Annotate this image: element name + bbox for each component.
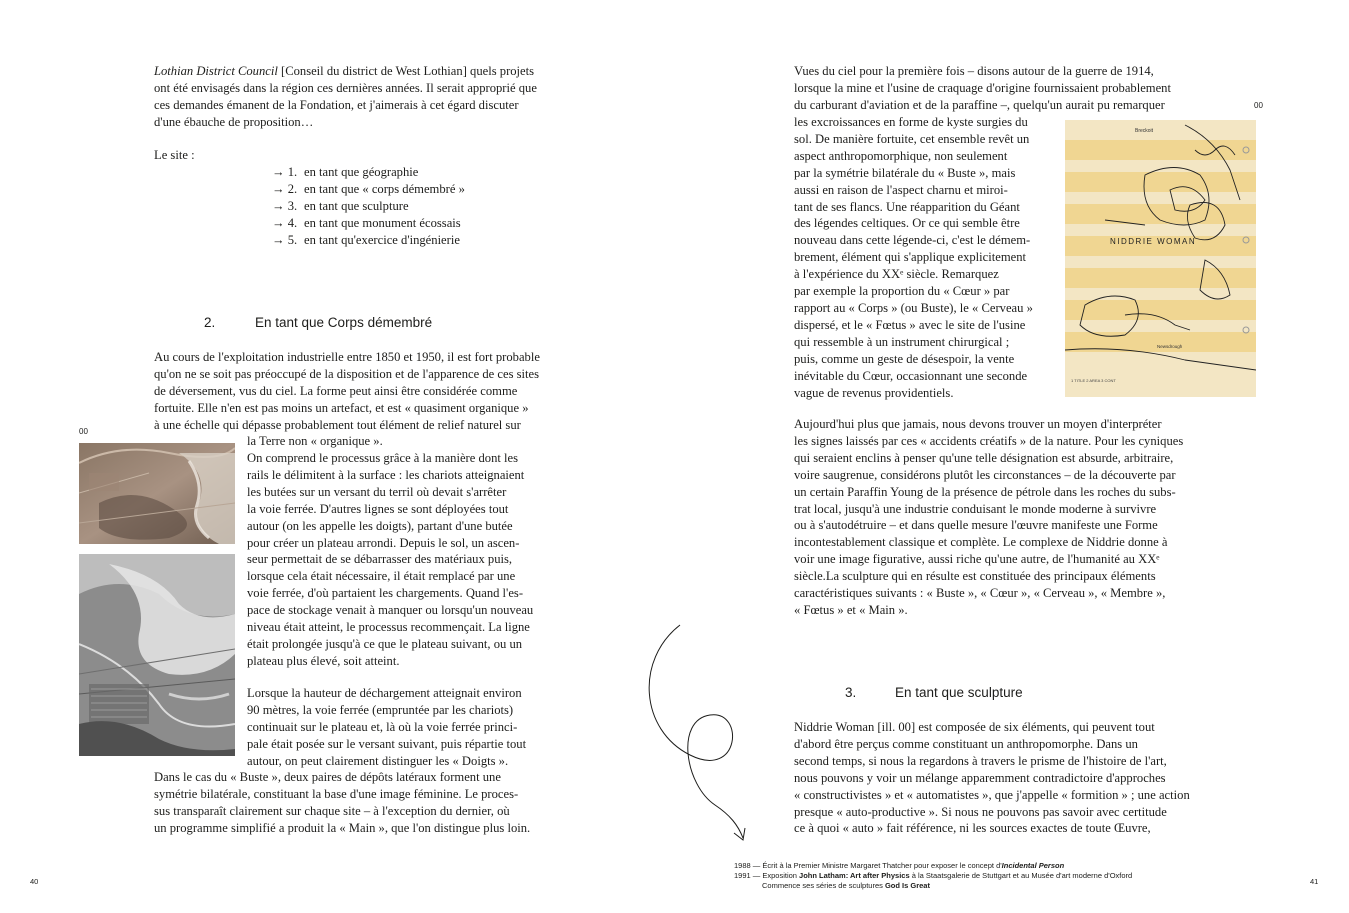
map-label-top: Breckoit bbox=[1135, 128, 1154, 134]
footnote-1991: 1991 — Exposition John Latham: Art after Physics à la Staatsgalerie de Stuttgart et au Musée d'art moderne d'Oxford bbox=[734, 871, 1133, 880]
site-list-item-1: → 1. en tant que géographie bbox=[272, 165, 419, 179]
section-2-title: En tant que Corps démembré bbox=[255, 315, 433, 330]
map-legend: 1 TITLE 2 AREA 3 CONT bbox=[1071, 378, 1116, 383]
section-2-paragraph-1-last: la Terre non « organique ». bbox=[247, 434, 383, 448]
loop-arrow-line bbox=[649, 625, 743, 838]
section-3-title: En tant que sculpture bbox=[895, 685, 1023, 700]
section-2-paragraph-3: Lorsque la hauteur de déchargement atteignait environ 90 mètres, la voie ferrée (empruntée par les chariots) continuait sur le plateau et, là où la voie ferrée princi- pale était posée sur le versant suivant, puis répartie tout autour, on peut clairement distinguer les « Doigts ». bbox=[247, 686, 527, 768]
intro-line-1: ont été envisagés dans la région ces dernières années. Il serait approprié que bbox=[154, 80, 537, 95]
site-label: Le site : bbox=[154, 148, 195, 162]
aerial-photo-grayscale bbox=[79, 554, 235, 756]
section-right-paragraph-2: Aujourd'hui plus que jamais, nous devons trouver un moyen d'interpréter les signes laissés par ces « accidents créatifs » de la nature. Pour les cyniques qui seraient enclins à penser qu'une telle désignation est absurde, arbitraire, voire saugrenue, considérons plutôt les circonstances – de la découverte par un certain Paraffin Young de la présence de pétrole dans les roches du subs- trat local, jusqu'à une industrie conduisant le monde moderne à survivre ou à s'autodétruire – et dans quelle mesure l'œuvre manifeste une Forme incontestablement classique et complète. Le complexe de Niddrie donne à voir une image figurative, aussi riche qu'une autre, de l'humanité au XXᵉ siècle.La sculpture qui en résulte est constituée des principaux éléments caractéristiques suivants : « Buste », « Cœur », « Cerveau », « Membre », « Fœtus » et « Main ». bbox=[794, 417, 1184, 617]
page-number-right: 41 bbox=[1310, 877, 1319, 886]
site-list-item-2: → 2. en tant que « corps démembré » bbox=[272, 181, 465, 196]
intro-line-2: ces demandes émanent de la Fondation, et j'aimerais à cet égard discuter bbox=[154, 97, 519, 112]
loop-arrow-drawing bbox=[630, 620, 770, 860]
section-2-paragraph-3-full: Dans le cas du « Buste », deux paires de dépôts latéraux forment une symétrie bilatérale, constituant la base d'une image féminine. Le proces- sus transparaît clairement sur chaque site – à l'exception du dernier, où un programme simplifié a produit la « Main », que l'on distingue plus loin. bbox=[154, 770, 531, 835]
intro-line-3: d'une ébauche de proposition… bbox=[154, 114, 314, 129]
aerial-photo-sepia bbox=[79, 443, 235, 544]
section-2-number: 2. bbox=[204, 315, 216, 330]
image-ref-left: 00 bbox=[79, 427, 88, 436]
section-2-paragraph-2: On comprend le processus grâce à la manière dont les rails le délimitent à la surface : les chariots atteignaient les butées sur un versant du terril où devait s'arrêter la voie ferrée. D'autres lignes se sont déployées tout autour (on les appelle les doigts), partant d'une butée pour créer un plateau arrondi. Depuis le sol, un ascen- seur permettait de se débarrasser des matériaux puis, lorsque cela était nécessaire, il était remplacé par une voie ferrée, d'où partaient les chargements. Quand l'es- pace de stockage venait à manquer ou lorsqu'un nouveau niveau était atteint, le processus recommençait. La ligne était prolongée jusqu'à ce que le plateau suivant, ou un plateau plus élevé, soit atteint. bbox=[247, 451, 534, 668]
footnote-1988: 1988 — Écrit à la Premier Ministre Margaret Thatcher pour exposer le concept d'Incidental Person bbox=[734, 861, 1065, 870]
intro-paragraph bbox=[154, 63, 556, 131]
map-title: NIDDRIE WOMAN bbox=[1110, 237, 1197, 246]
section-3-paragraph-1: Niddrie Woman [ill. 00] est composée de six éléments, qui peuvent tout d'abord être perçus comme constituant un anthropomorphe. Dans un second temps, si nous la regardons à travers le prisme de l'histoire de l'art, nous pouvons y voir un mélange apparemment contradictoire d'approches « constructivistes » et « automatistes », que j'appelle « formition » ; une action presque « auto-productive ». Si nous ne pouvons pas savoir avec certitude ce à quoi « auto » fait référence, ni les sources exactes de toute Œuvre, bbox=[794, 720, 1190, 836]
section-3-number: 3. bbox=[845, 685, 857, 700]
aerial-photo-grayscale-graphic bbox=[79, 554, 235, 756]
page-number-left: 40 bbox=[30, 877, 39, 886]
site-list bbox=[272, 164, 465, 249]
niddrie-woman-map bbox=[1065, 120, 1256, 397]
intro-line-0-italic: Lothian District Council bbox=[154, 64, 278, 78]
intro-line-0: [Conseil du district de West Lothian] quels projets bbox=[277, 64, 535, 78]
aerial-photo-sepia-graphic bbox=[79, 443, 235, 544]
image-ref-right: 00 bbox=[1254, 101, 1263, 110]
map-label-bottom: Newsdrough bbox=[1157, 344, 1183, 349]
site-list-item-3: → 3. en tant que sculpture bbox=[272, 198, 409, 213]
section-right-paragraph-1: Vues du ciel pour la première fois – disons autour de la guerre de 1914, lorsque la mine et l'usine de craquage d'origine fournissaient probablement du carburant d'aviation et de la paraffine –, quelqu'un aurait pu remarquer bbox=[794, 64, 1171, 112]
niddrie-woman-map-graphic bbox=[1065, 120, 1256, 397]
section-right-paragraph-1-narrow: les excroissances en forme de kyste surgies du sol. De manière fortuite, cet ensemble revêt un aspect anthropomorphique, non seulement par la symétrie bilatérale du « Buste », mais aussi en raison de l'aspect charnu et miroi- tant de ses flancs. Une réapparition du Géant des légendes celtiques. Or ce qui semble être nouveau dans cette légende-ci, c'est le démem- brement, élément qui s'applique explicitement à l'expérience du XXᵉ siècle. Remarquez par exemple la proportion du « Cœur » par rapport au « Corps » (ou Buste), le « Cerveau » dispersé, et le « Fœtus » avec le site de l'usine qui ressemble à un instrument chirurgical ; puis, comme un geste de désespoir, la vente inévitable du Cœur, occasionnant une seconde vague de revenus providentiels. bbox=[794, 115, 1033, 400]
site-list-item-5: → 5. en tant qu'exercice d'ingénierie bbox=[272, 232, 460, 247]
site-list-item-4: → 4. en tant que monument écossais bbox=[272, 215, 461, 230]
footnote-1991-cont: Commence ses séries de sculptures God Is Great bbox=[762, 881, 930, 890]
section-2-paragraph-1: Au cours de l'exploitation industrielle entre 1850 et 1950, il est fort probable qu'on ne se soit pas préoccupé de la disposition et de l'apparence de ces sites de déversement, vus du ciel. La forme peut ainsi être considérée comme fortuite. Elle n'en est pas moins un artefact, et est « quasiment organique » à une échelle qui dépasse probablement tout élément de relief naturel sur bbox=[154, 350, 540, 432]
